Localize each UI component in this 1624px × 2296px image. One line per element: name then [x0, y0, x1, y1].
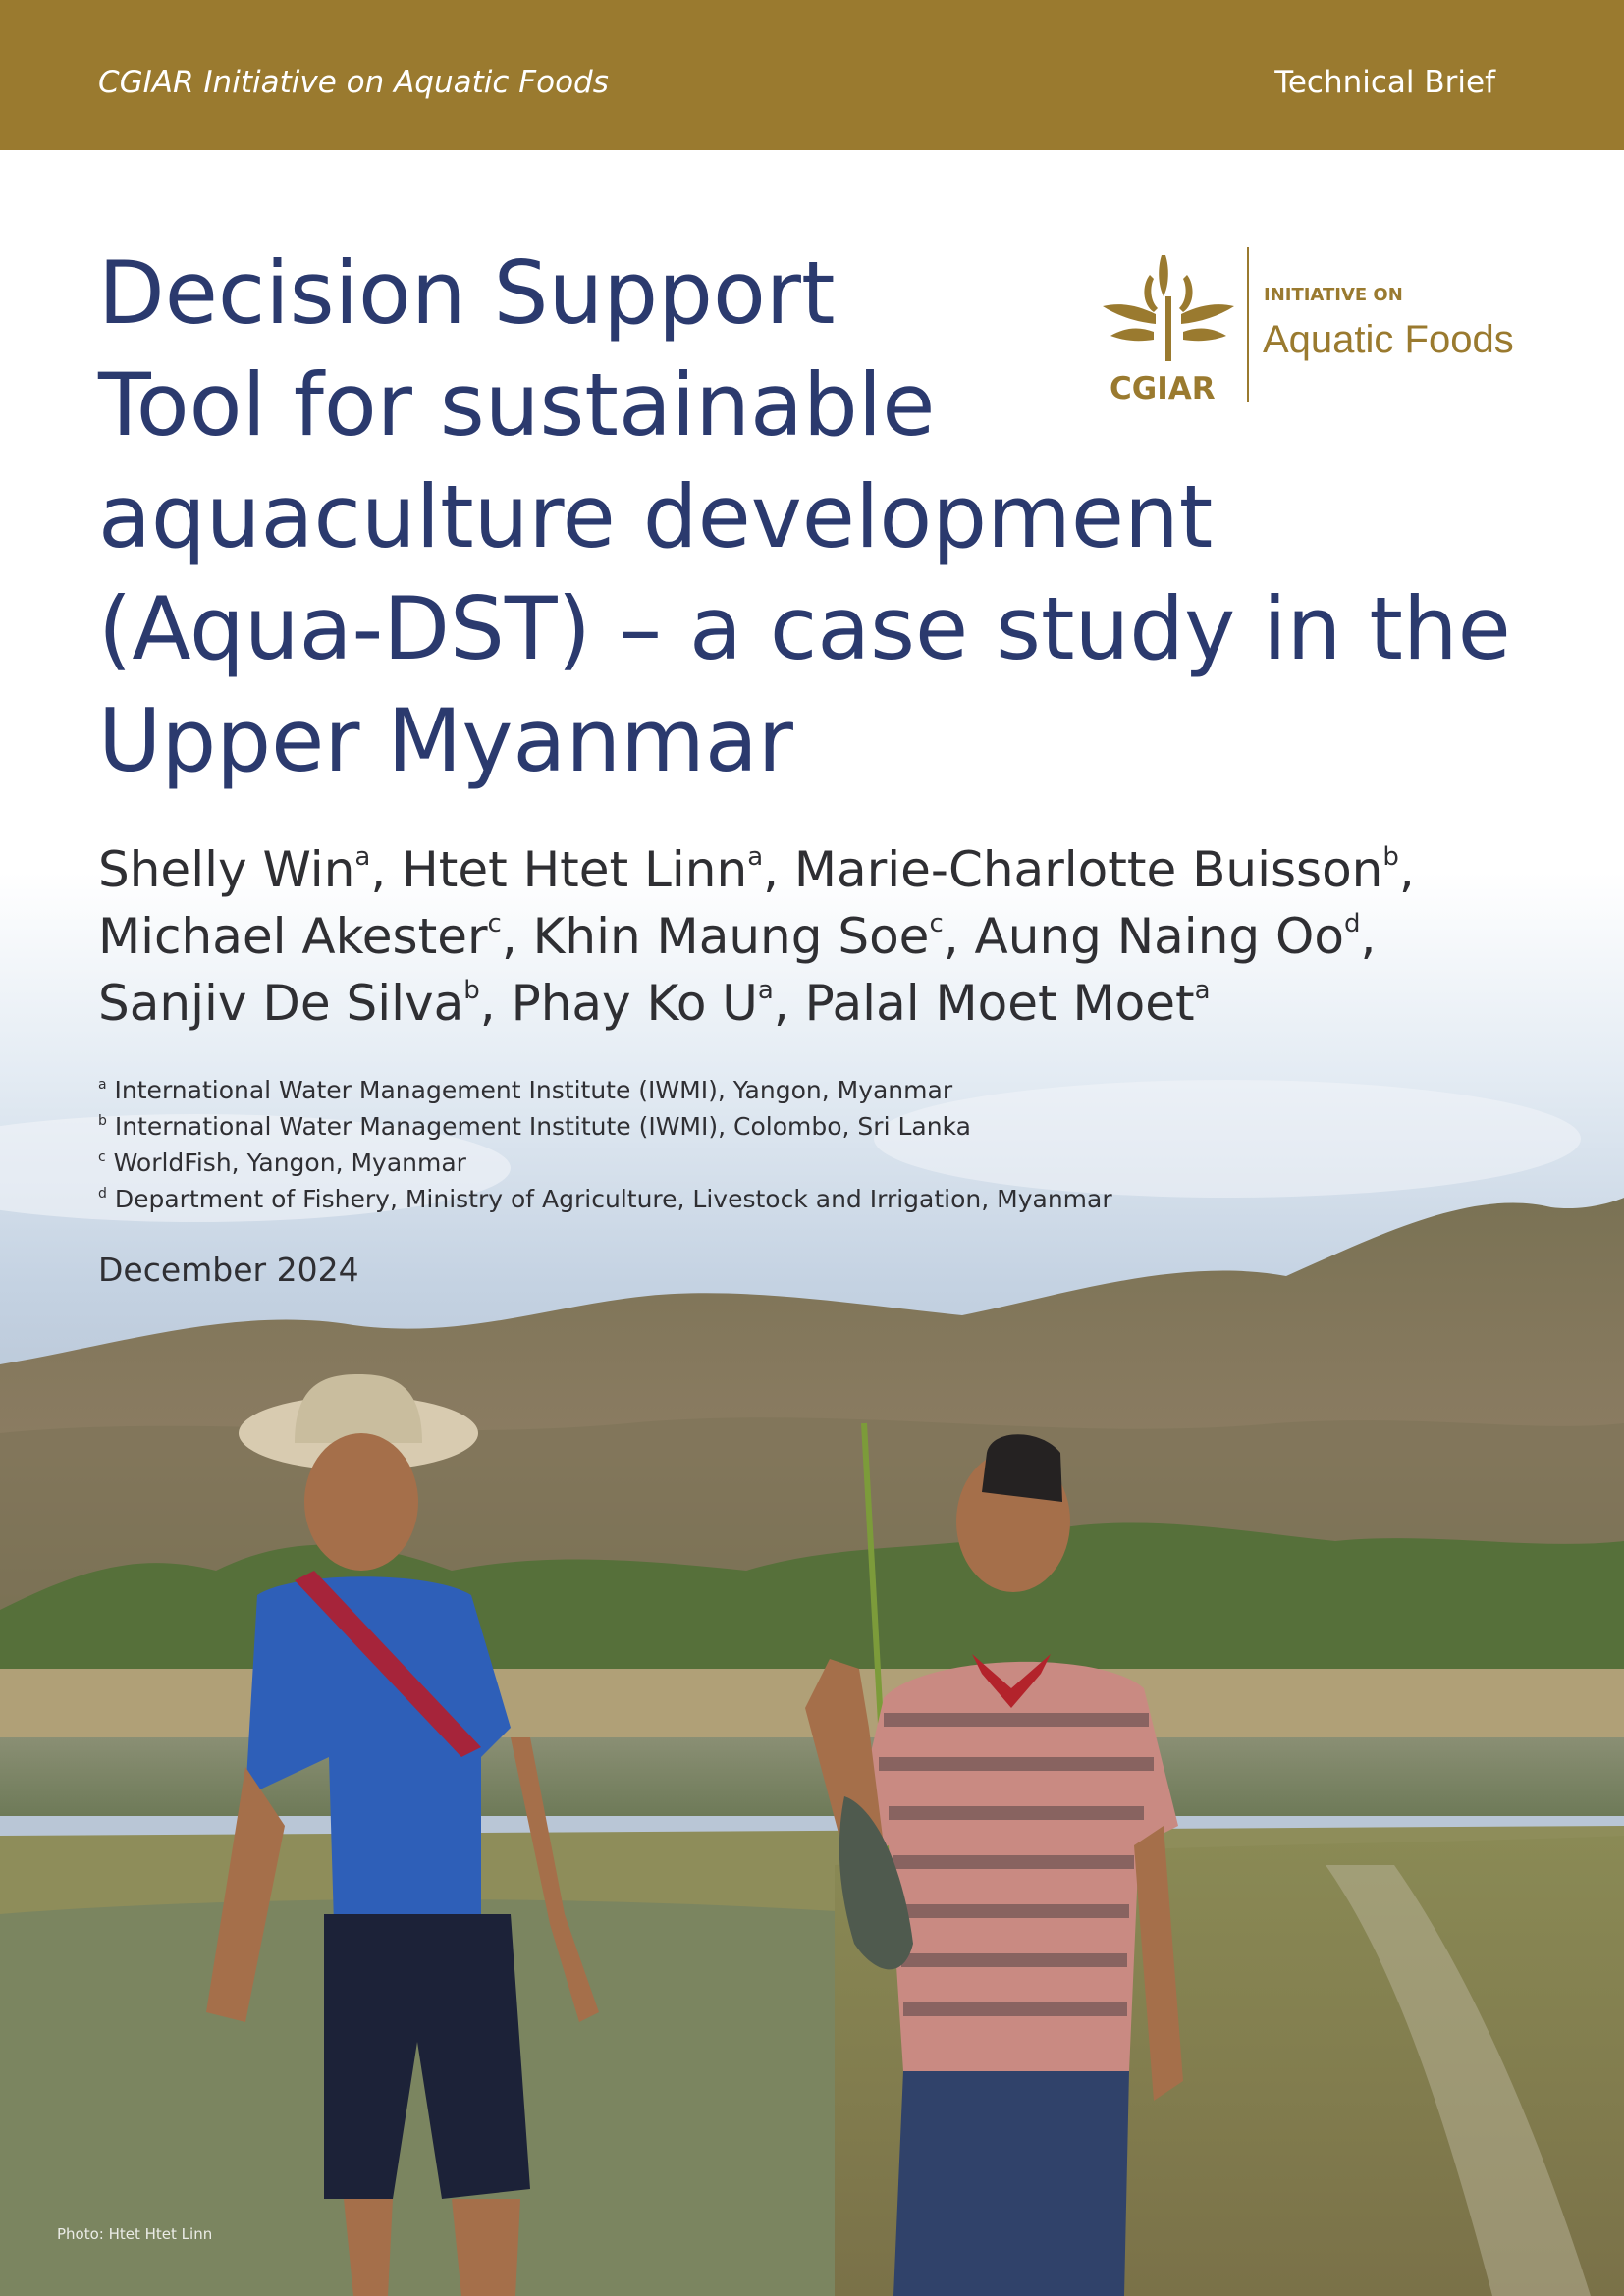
author-name: Khin Maung Soe	[532, 908, 930, 965]
author-separator: ,	[479, 975, 512, 1032]
author-separator: ,	[763, 841, 794, 898]
title-line: Tool for sustainable	[98, 354, 936, 455]
logo-initiative-label: INITIATIVE ON	[1264, 285, 1403, 305]
cgiar-wheat-emblem-icon	[1097, 245, 1234, 373]
author-separator: ,	[1360, 908, 1377, 965]
author-name: Marie-Charlotte Buisson	[793, 841, 1383, 898]
author-separator: ,	[370, 841, 403, 898]
author-affiliation-mark: c	[487, 909, 502, 938]
author-separator: ,	[943, 908, 975, 965]
author-name: Htet Htet Linn	[402, 841, 748, 898]
author-separator: ,	[773, 975, 805, 1032]
affiliation-item	[98, 1145, 1112, 1181]
header-bar	[0, 0, 1624, 150]
author-name: Aung Naing Oo	[974, 908, 1344, 965]
author-affiliation-mark: a	[757, 976, 774, 1005]
author-list	[98, 836, 1551, 1037]
affiliation-list	[98, 1072, 1112, 1217]
affiliation-text: International Water Management Institute (IWMI), Yangon, Myanmar	[106, 1076, 953, 1104]
title-line: Decision Support	[98, 242, 836, 344]
author-name: Michael Akester	[98, 908, 488, 965]
affiliation-text: WorldFish, Yangon, Myanmar	[105, 1148, 466, 1177]
logo-divider	[1247, 247, 1249, 402]
title-line: (Aqua-DST) – a case study in the	[98, 578, 1511, 679]
author-affiliation-mark: a	[747, 842, 764, 872]
affiliation-item	[98, 1108, 1112, 1145]
author-affiliation-mark: c	[929, 909, 944, 938]
author-affiliation-mark: b	[1382, 842, 1399, 872]
author-name: Phay Ko U	[511, 975, 758, 1032]
affiliation-item	[98, 1072, 1112, 1108]
author-name: Shelly Win	[98, 841, 355, 898]
author-separator: ,	[501, 908, 533, 965]
affiliation-text: Department of Fishery, Ministry of Agriculture, Livestock and Irrigation, Myanmar	[106, 1185, 1112, 1213]
author-affiliation-mark: a	[354, 842, 371, 872]
series-name: CGIAR Initiative on Aquatic Foods	[98, 65, 609, 100]
author-line	[98, 903, 1551, 970]
affiliation-mark: a	[98, 1077, 107, 1093]
logo-initiative-name: Aquatic Foods	[1263, 318, 1514, 361]
photo-credit: Photo: Htet Htet Linn	[57, 2225, 213, 2243]
publication-date: December 2024	[98, 1251, 359, 1289]
author-affiliation-mark: d	[1343, 909, 1361, 938]
affiliation-text: International Water Management Institute (IWMI), Colombo, Sri Lanka	[106, 1112, 971, 1141]
author-line	[98, 836, 1551, 903]
author-name: Sanjiv De Silva	[98, 975, 464, 1032]
author-affiliation-mark: a	[1194, 976, 1211, 1005]
author-affiliation-mark: b	[463, 976, 480, 1005]
cgiar-wordmark: CGIAR	[1110, 371, 1216, 406]
author-line	[98, 970, 1551, 1037]
title-line: aquaculture development	[98, 466, 1214, 567]
title-line: Upper Myanmar	[98, 690, 793, 791]
cgiar-aquatic-foods-logo	[1092, 245, 1534, 412]
affiliation-item	[98, 1181, 1112, 1217]
document-type: Technical Brief	[1274, 65, 1495, 100]
author-separator: ,	[1398, 841, 1415, 898]
affiliation-mark: c	[98, 1149, 106, 1165]
author-name: Palal Moet Moet	[804, 975, 1195, 1032]
affiliation-mark: b	[98, 1113, 107, 1129]
affiliation-mark: d	[98, 1186, 107, 1201]
